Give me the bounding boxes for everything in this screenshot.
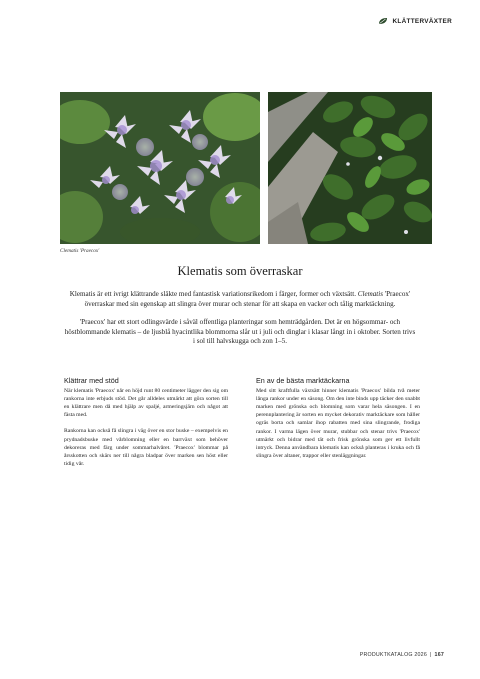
page-number: 167 [434,652,444,658]
article-title: Klematis som överraskar [177,264,303,278]
left-column [64,377,228,476]
left-column-paragraph-2: Rankorna kan också få slingra i väg över en stor buske – exempelvis en prydnadsbuske med vårblomning eller en barrväxt som behöver dekoreras med färg under sommarhalvåret. 'Praecox' blommar på årsskotten och skärs ner till några bladpar över marken sen höst eller tidig vår. [64,428,228,467]
leaves-photo [268,92,432,244]
footer-separator: | [429,652,432,658]
catalog-name: PRODUKTKATALOG 2026 [359,652,427,658]
page-footer [360,652,444,658]
right-column-heading: En av de bästa marktäckarna [256,376,350,385]
right-column-paragraph-1: Med sitt kraftfulla växtsätt hinner klematis 'Praecox' bilda två meter långa rankor under en säsong. Om den inte binds upp täcker den snabbt marken med grönska och blomning som varar hela säsongen. I en perennplantering är sorten en mycket dekorativ marktäckare som håller ogräs borta och samlar ihop rabatten med sina slingrande, frodiga rankor. I varma lägen över murar, stubbar och stenar trivs 'Praecox' utmärkt och bidrar med tät och frisk grönska som ger ett livfullt intryck. Denna användbara klematis kan också planteras i kruka och få slingra över altaner, trappor eller stenläggningar. [256,388,420,459]
section-header [378,17,452,25]
flowers-photo [60,92,260,244]
left-column-paragraph-1: När klematis 'Praecox' når en höjd runt 80 centimeter lägger den sig om rankorna inte erbjuds stöd. Det går alldeles utmärkt att göra sorten till en klättrare men då med hjälp av spaljé, armeringsjärn och något att fästa med. [64,388,228,419]
intro-paragraph-2: 'Praecox' har ett stort odlingsvärde i såväl offentliga planteringar som hemträdgården. Det är en högsommar- och höstblommande klematis – de ljusblå hyacintlika blommorna slår ut i juli och dinglar i klasar långt in i oktober. Sorten trivs i sol till halvskugga och zon 1–5. [64,318,416,346]
right-column [256,377,420,468]
intro-paragraph-1: Klematis är ett ivrigt klättrande släkte med fantastisk variationsrikedom i färger, former och växtsätt. Clematis 'Praecox' överraskar med sin egenskap att slingra över murar och stenar för att skapa en vacker och tålig marktäckning. [69,290,411,308]
article-intro [64,290,416,356]
section-label: KLÄTTERVÄXTER [392,17,452,25]
photo-caption: Clematis 'Praecox' [60,248,100,254]
leaf-icon [378,17,388,25]
left-column-heading: Klättrar med stöd [64,376,119,385]
